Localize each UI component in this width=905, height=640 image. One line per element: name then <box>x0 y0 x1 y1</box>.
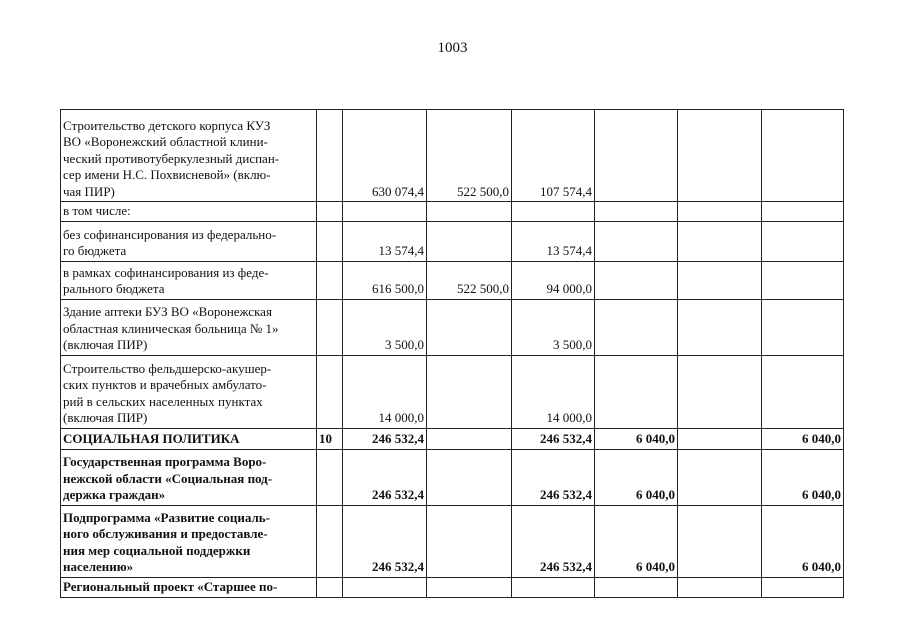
row-code <box>317 577 343 597</box>
row-value-4 <box>595 299 678 355</box>
row-value-5 <box>678 428 762 449</box>
table-row <box>61 428 844 449</box>
row-federal <box>427 202 512 222</box>
row-total: 630 074,4 <box>343 110 427 202</box>
table-row <box>61 505 844 577</box>
row-total: 246 532,4 <box>343 428 427 449</box>
row-regional: 246 532,4 <box>512 428 595 449</box>
row-value-6: 6 040,0 <box>762 505 844 577</box>
table-row <box>61 221 844 261</box>
row-regional: 107 574,4 <box>512 110 595 202</box>
row-value-4 <box>595 202 678 222</box>
row-value-4 <box>595 221 678 261</box>
row-regional <box>512 577 595 597</box>
table-row <box>61 449 844 505</box>
row-federal <box>427 449 512 505</box>
row-value-5 <box>678 355 762 428</box>
row-regional: 94 000,0 <box>512 261 595 299</box>
row-name: в рамках софинансирования из феде- рального бюджета <box>61 261 317 299</box>
row-value-6 <box>762 577 844 597</box>
row-value-5 <box>678 261 762 299</box>
row-regional: 246 532,4 <box>512 505 595 577</box>
row-federal: 522 500,0 <box>427 110 512 202</box>
row-total: 14 000,0 <box>343 355 427 428</box>
row-regional <box>512 202 595 222</box>
row-total: 246 532,4 <box>343 449 427 505</box>
row-value-6 <box>762 202 844 222</box>
row-value-6 <box>762 299 844 355</box>
row-federal <box>427 221 512 261</box>
row-value-4 <box>595 110 678 202</box>
row-name: без софинансирования из федерально- го бюджета <box>61 221 317 261</box>
row-total: 13 574,4 <box>343 221 427 261</box>
table-row <box>61 299 844 355</box>
row-total: 3 500,0 <box>343 299 427 355</box>
row-name: Здание аптеки БУЗ ВО «Воронежская областная клиническая больница № 1» (включая ПИР) <box>61 299 317 355</box>
row-name: Региональный проект «Старшее по- <box>61 577 317 597</box>
row-regional: 14 000,0 <box>512 355 595 428</box>
row-value-4: 6 040,0 <box>595 428 678 449</box>
row-code <box>317 221 343 261</box>
row-value-6 <box>762 355 844 428</box>
row-value-5 <box>678 110 762 202</box>
row-federal <box>427 299 512 355</box>
table-row <box>61 202 844 222</box>
row-regional: 13 574,4 <box>512 221 595 261</box>
table-row <box>61 261 844 299</box>
row-code <box>317 299 343 355</box>
row-federal <box>427 577 512 597</box>
row-value-5 <box>678 202 762 222</box>
row-value-6: 6 040,0 <box>762 449 844 505</box>
row-regional: 3 500,0 <box>512 299 595 355</box>
page-number: 1003 <box>437 40 468 56</box>
row-total <box>343 577 427 597</box>
row-federal <box>427 428 512 449</box>
row-value-4 <box>595 261 678 299</box>
row-federal <box>427 505 512 577</box>
row-value-4: 6 040,0 <box>595 505 678 577</box>
budget-table <box>60 109 844 598</box>
row-value-6 <box>762 110 844 202</box>
row-code <box>317 505 343 577</box>
row-value-6: 6 040,0 <box>762 428 844 449</box>
row-value-6 <box>762 261 844 299</box>
row-federal: 522 500,0 <box>427 261 512 299</box>
row-value-4: 6 040,0 <box>595 449 678 505</box>
row-name: Строительство детского корпуса КУЗ ВО «Воронежский областной клини- ческий противотуберкулезный диспан- сер имени Н.С. Похвисневой» (вклю- чая ПИР) <box>61 110 317 202</box>
row-name: СОЦИАЛЬНАЯ ПОЛИТИКА <box>61 428 317 449</box>
row-value-4 <box>595 355 678 428</box>
row-code <box>317 355 343 428</box>
row-name: в том числе: <box>61 202 317 222</box>
row-value-5 <box>678 577 762 597</box>
row-name: Подпрограмма «Развитие социаль- ного обслуживания и предоставле- ния мер социальной поддержки населению» <box>61 505 317 577</box>
row-value-5 <box>678 299 762 355</box>
row-code <box>317 202 343 222</box>
row-value-6 <box>762 221 844 261</box>
row-total: 616 500,0 <box>343 261 427 299</box>
row-name: Строительство фельдшерско-акушер- ских пунктов и врачебных амбулато- рий в сельских населенных пунктах (включая ПИР) <box>61 355 317 428</box>
row-value-5 <box>678 221 762 261</box>
row-code <box>317 449 343 505</box>
row-regional: 246 532,4 <box>512 449 595 505</box>
row-code <box>317 110 343 202</box>
row-value-5 <box>678 449 762 505</box>
table-row <box>61 110 844 202</box>
table-row <box>61 355 844 428</box>
row-code <box>317 261 343 299</box>
row-value-4 <box>595 577 678 597</box>
row-total <box>343 202 427 222</box>
row-total: 246 532,4 <box>343 505 427 577</box>
row-federal <box>427 355 512 428</box>
row-value-5 <box>678 505 762 577</box>
row-code: 10 <box>317 428 343 449</box>
row-name: Государственная программа Воро- нежской области «Социальная под- держка граждан» <box>61 449 317 505</box>
table-row <box>61 577 844 597</box>
